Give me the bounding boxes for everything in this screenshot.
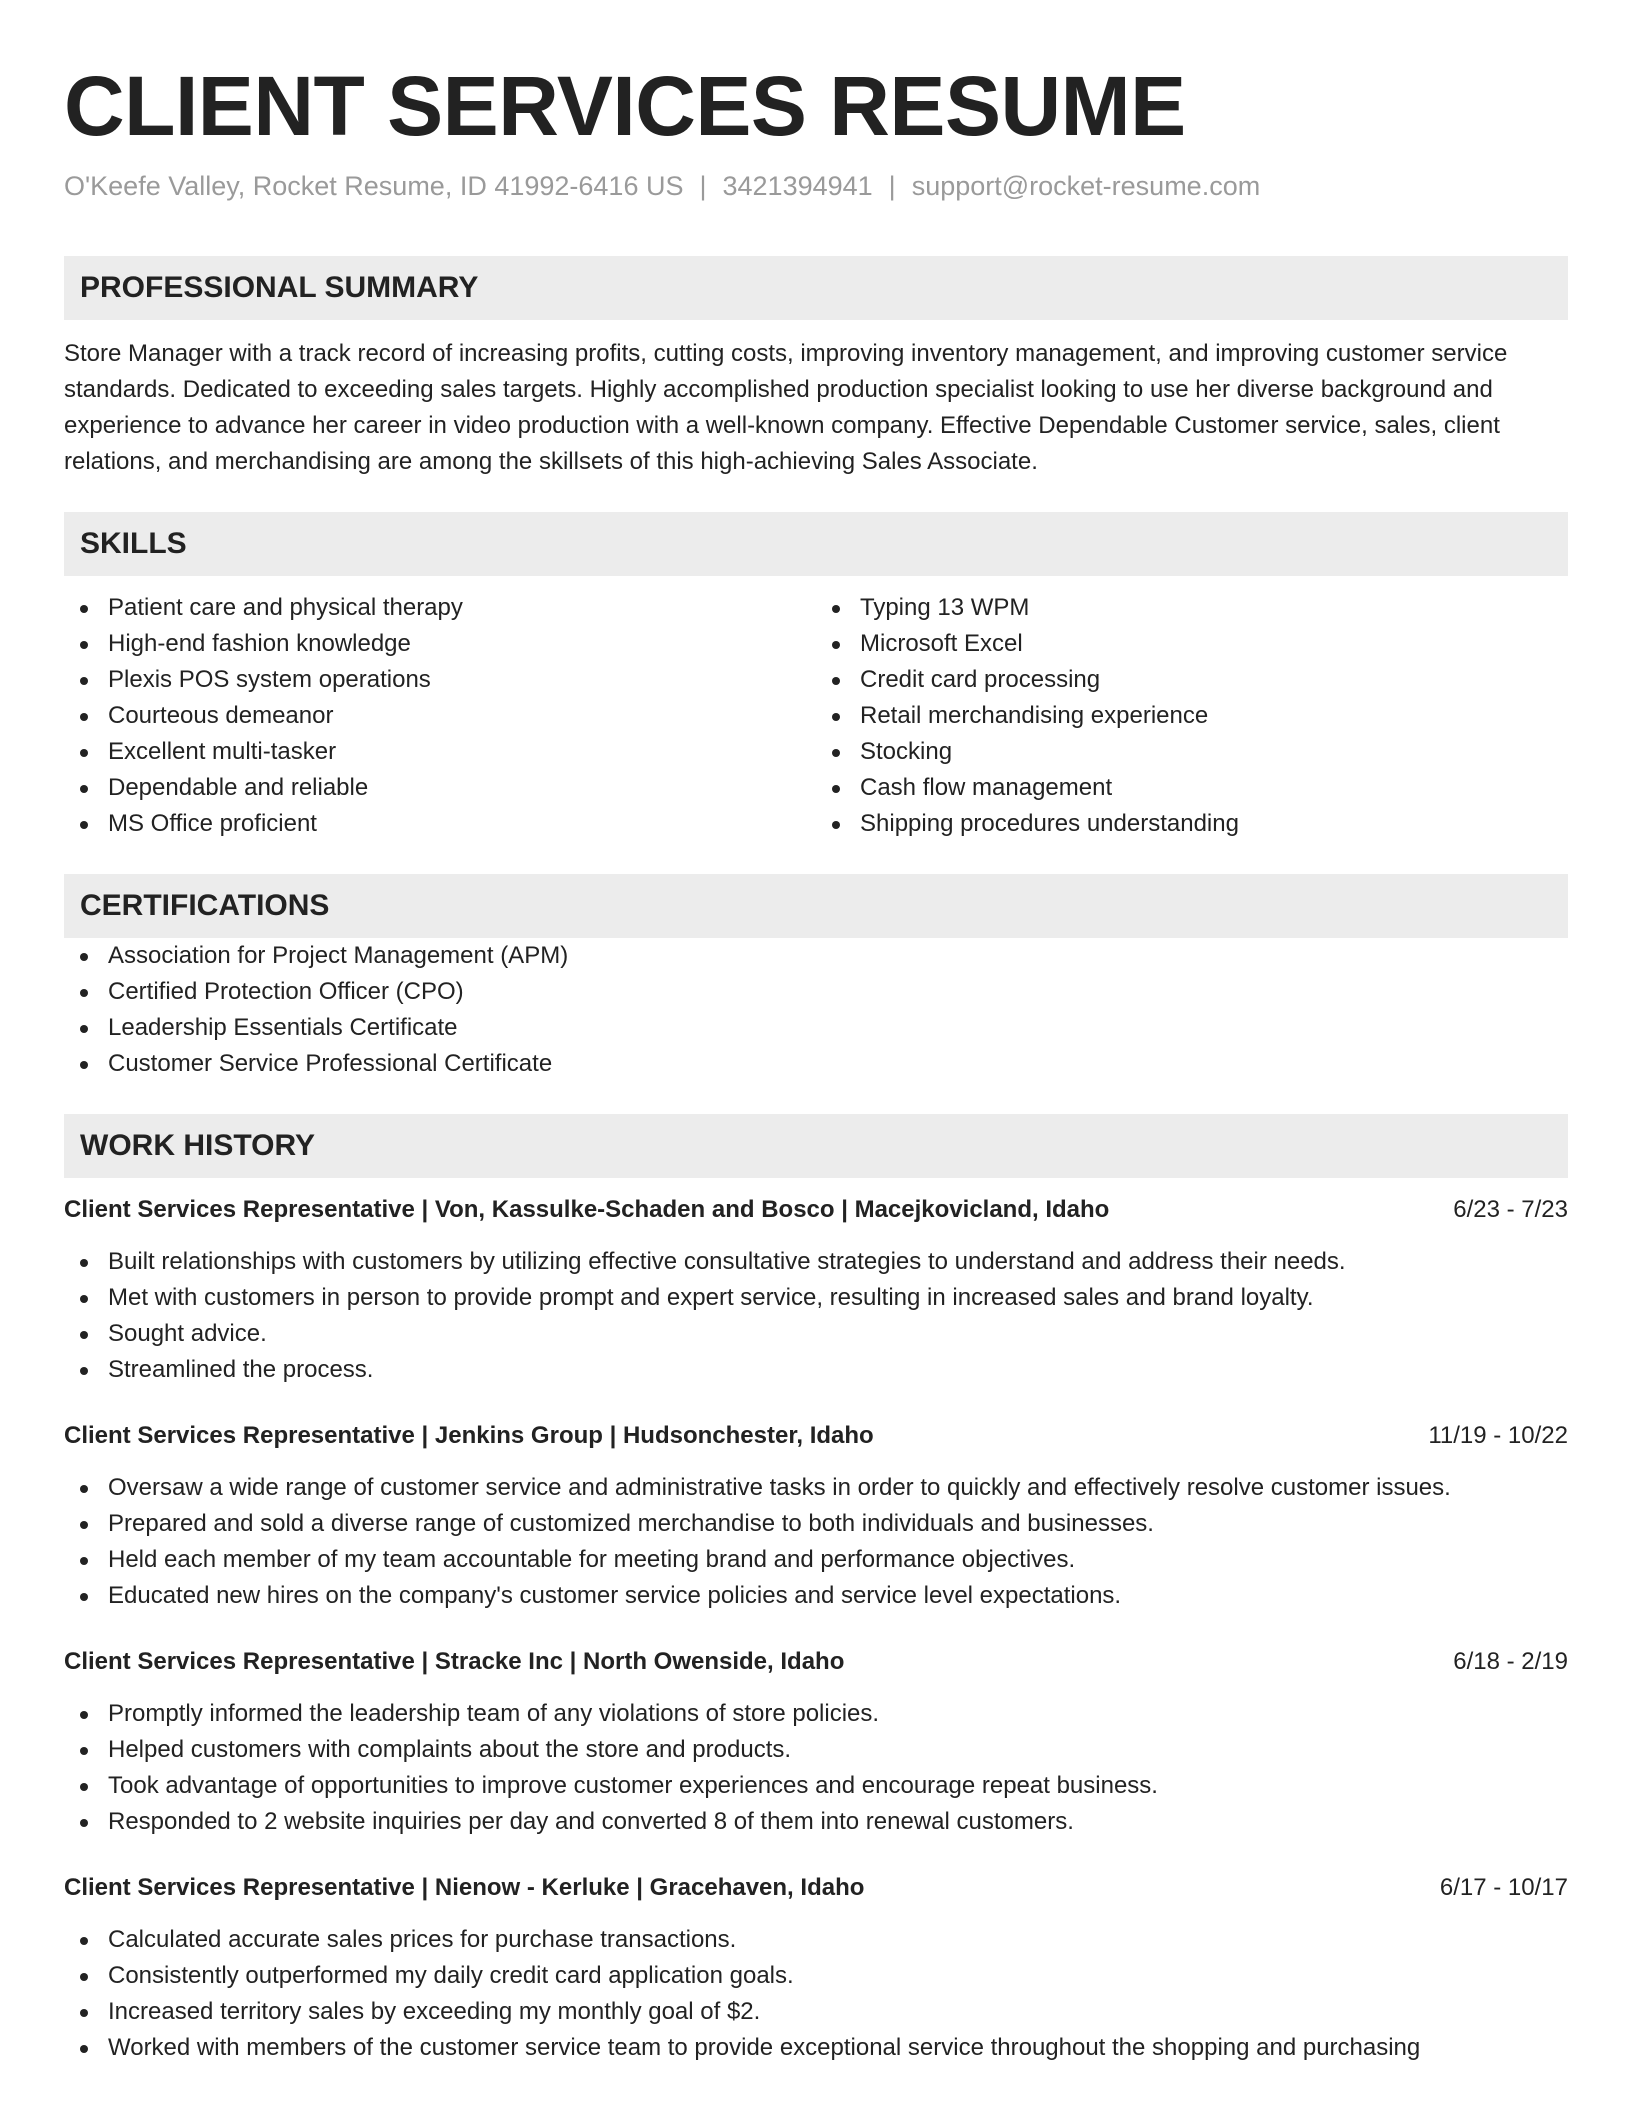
job-bullet: Held each member of my team accountable for meeting brand and performance objectives. xyxy=(64,1542,1568,1578)
job-bullet: Built relationships with customers by utilizing effective consultative strategies to understand and address their needs. xyxy=(64,1244,1568,1280)
job-title: Client Services Representative | Nienow - Kerluke | Gracehaven, Idaho xyxy=(64,1874,865,1901)
job-bullet: Increased territory sales by exceeding my monthly goal of $2. xyxy=(64,1994,1568,2030)
contact-separator: | xyxy=(699,171,707,201)
job-dates: 6/18 - 2/19 xyxy=(1453,1648,1568,1675)
contact-address: O'Keefe Valley, Rocket Resume, ID 41992-6416 US xyxy=(64,171,684,201)
job-bullet: Streamlined the process. xyxy=(64,1352,1568,1388)
job-title: Client Services Representative | Von, Kassulke-Schaden and Bosco | Macejkovicland, Idaho xyxy=(64,1196,1110,1223)
job-dates: 11/19 - 10/22 xyxy=(1428,1422,1568,1449)
job-entry xyxy=(64,1870,1568,2066)
job-entry xyxy=(64,1644,1568,1840)
job-entry xyxy=(64,1418,1568,1614)
skills-grid xyxy=(64,590,1568,842)
job-bullet: Oversaw a wide range of customer service and administrative tasks in order to quickly and effectively resolve customer issues. xyxy=(64,1470,1568,1506)
job-bullet: Educated new hires on the company's customer service policies and service level expectations. xyxy=(64,1578,1568,1614)
contact-email: support@rocket-resume.com xyxy=(911,171,1261,201)
skill-item: Retail merchandising experience xyxy=(816,698,1568,734)
job-entry xyxy=(64,1192,1568,1388)
resume-title: CLIENT SERVICES RESUME xyxy=(64,59,1186,153)
section-header-work-history: WORK HISTORY xyxy=(64,1114,1568,1178)
job-bullet: Responded to 2 website inquiries per day and converted 8 of them into renewal customers. xyxy=(64,1804,1568,1840)
summary-text: Store Manager with a track record of increasing profits, cutting costs, improving inventory management, and improving customer service standards. Dedicated to exceeding sales targets. Highly accomplished production specialist looking to use her diverse background and experience to advance her career in video production with a well-known company. Effective Dependable Customer service, sales, client relations, and merchandising are among the skillsets of this high-achieving Sales Associate. xyxy=(64,340,1508,475)
skill-item: Stocking xyxy=(816,734,1568,770)
job-bullet: Took advantage of opportunities to improve customer experiences and encourage repeat business. xyxy=(64,1768,1568,1804)
job-bullet: Worked with members of the customer service team to provide exceptional service throughout the shopping and purchasing xyxy=(64,2030,1568,2066)
contact-line xyxy=(64,168,1568,204)
skill-item: Cash flow management xyxy=(816,770,1568,806)
section-header-summary: PROFESSIONAL SUMMARY xyxy=(64,256,1568,320)
skills-left-column xyxy=(64,590,816,842)
skills-right-column xyxy=(816,590,1568,842)
skill-item: Courteous demeanor xyxy=(64,698,816,734)
skill-item: Credit card processing xyxy=(816,662,1568,698)
skill-item: Dependable and reliable xyxy=(64,770,816,806)
job-dates: 6/17 - 10/17 xyxy=(1439,1874,1568,1901)
certification-item: Leadership Essentials Certificate xyxy=(64,1010,1568,1046)
job-dates: 6/23 - 7/23 xyxy=(1453,1196,1568,1223)
job-bullets xyxy=(64,1244,1568,1388)
job-header xyxy=(64,1418,1568,1454)
skill-item: MS Office proficient xyxy=(64,806,816,842)
contact-separator: | xyxy=(888,171,896,201)
job-header xyxy=(64,1870,1568,1906)
job-bullet: Promptly informed the leadership team of any violations of store policies. xyxy=(64,1696,1568,1732)
certification-item: Association for Project Management (APM) xyxy=(64,938,1568,974)
job-bullet: Consistently outperformed my daily credit card application goals. xyxy=(64,1958,1568,1994)
job-bullet: Met with customers in person to provide prompt and expert service, resulting in increased sales and brand loyalty. xyxy=(64,1280,1568,1316)
job-header xyxy=(64,1644,1568,1680)
certification-list xyxy=(64,938,1568,1082)
skill-item: Typing 13 WPM xyxy=(816,590,1568,626)
section-header-skills: SKILLS xyxy=(64,512,1568,576)
contact-phone: 3421394941 xyxy=(722,171,873,201)
job-bullets xyxy=(64,1470,1568,1614)
skill-item: Patient care and physical therapy xyxy=(64,590,816,626)
job-bullet: Calculated accurate sales prices for purchase transactions. xyxy=(64,1922,1568,1958)
skill-item: Shipping procedures understanding xyxy=(816,806,1568,842)
job-bullets xyxy=(64,1696,1568,1840)
skill-item: Plexis POS system operations xyxy=(64,662,816,698)
certification-item: Certified Protection Officer (CPO) xyxy=(64,974,1568,1010)
job-title: Client Services Representative | Stracke Inc | North Owenside, Idaho xyxy=(64,1648,845,1675)
certification-item: Customer Service Professional Certificate xyxy=(64,1046,1568,1082)
job-bullet: Prepared and sold a diverse range of customized merchandise to both individuals and businesses. xyxy=(64,1506,1568,1542)
job-bullet: Sought advice. xyxy=(64,1316,1568,1352)
skill-item: Microsoft Excel xyxy=(816,626,1568,662)
job-title: Client Services Representative | Jenkins Group | Hudsonchester, Idaho xyxy=(64,1422,874,1449)
skill-item: High-end fashion knowledge xyxy=(64,626,816,662)
job-header xyxy=(64,1192,1568,1228)
job-bullet: Helped customers with complaints about the store and products. xyxy=(64,1732,1568,1768)
section-header-certifications: CERTIFICATIONS xyxy=(64,874,1568,938)
job-bullets xyxy=(64,1922,1568,2066)
skill-item: Excellent multi-tasker xyxy=(64,734,816,770)
